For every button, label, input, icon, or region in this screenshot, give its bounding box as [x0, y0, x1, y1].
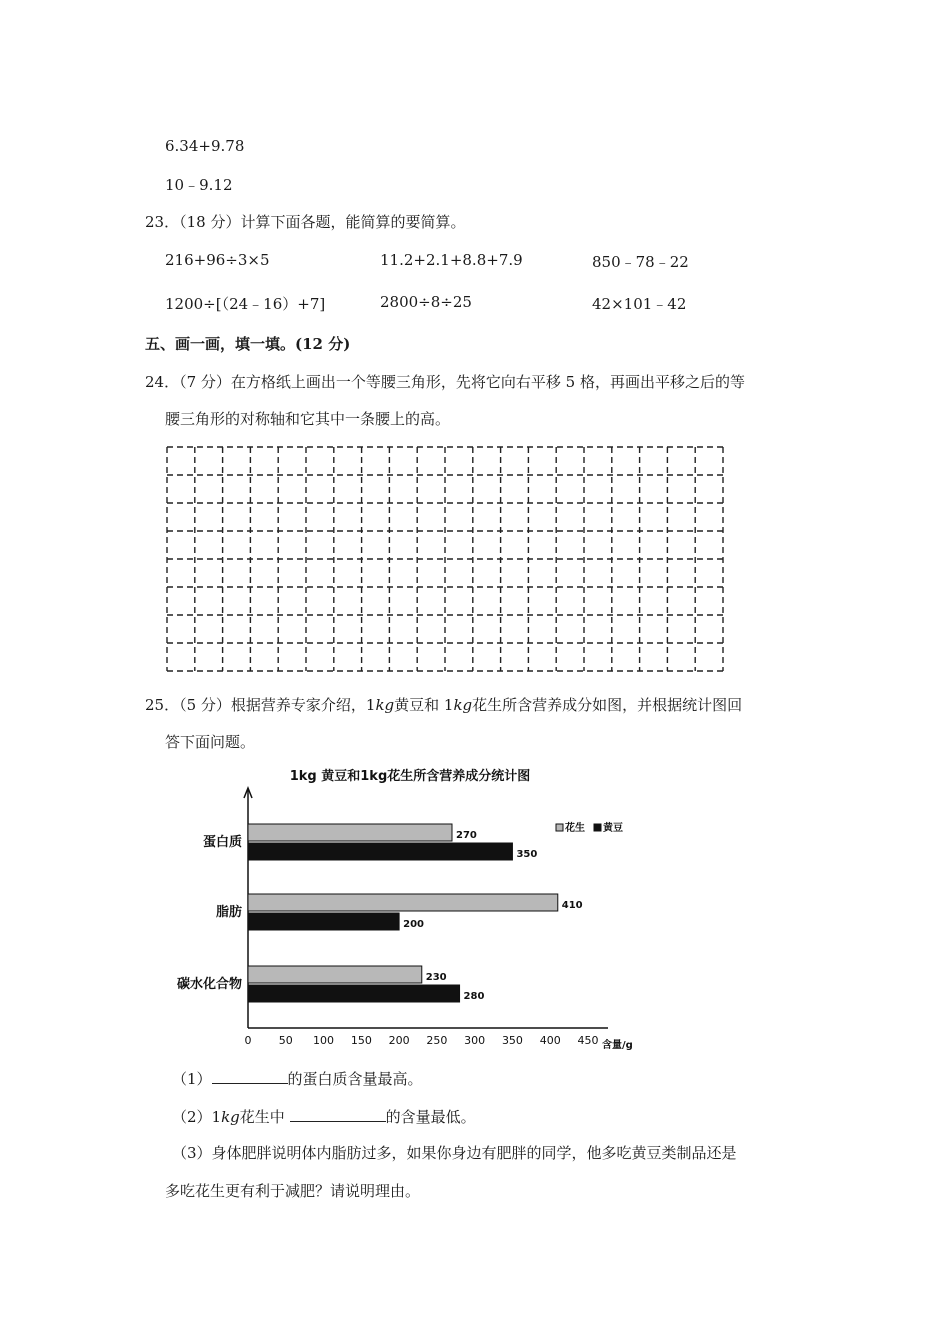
x-tick-label: 300: [464, 1034, 486, 1047]
data-label: 200: [403, 919, 424, 930]
q24-line-1: 24．（7 分）在方格纸上画出一个等腰三角形，先将它向右平移 5 格，再画出平移之后的等: [145, 373, 745, 391]
data-label: 230: [425, 972, 447, 983]
unit-kg: kg: [375, 696, 395, 714]
bar-花生: [248, 966, 422, 983]
q23-item: 11.2+2.1+8.8+7.9: [380, 251, 523, 269]
q25-line-2: 答下面问题。: [165, 733, 256, 751]
nutrition-bar-chart: [160, 760, 660, 1060]
calc-line-2: 10﹣9.12: [165, 176, 233, 194]
q23-item: 42×101﹣42: [592, 295, 687, 313]
answer-blank-2[interactable]: [290, 1107, 386, 1122]
x-tick-label: 350: [501, 1034, 523, 1047]
q23-row-2: [0, 293, 950, 315]
q23-item: 216+96÷3×5: [165, 251, 270, 269]
q24-line-2: 腰三角形的对称轴和它其中一条腰上的高。: [165, 410, 451, 428]
bar-黄豆: [248, 843, 512, 860]
legend-swatch: [556, 824, 563, 831]
legend-swatch: [594, 824, 601, 831]
bar-黄豆: [248, 913, 399, 930]
category-label: 蛋白质: [202, 835, 242, 850]
unit-kg: kg: [453, 696, 473, 714]
legend-label: 黄豆: [603, 823, 623, 834]
category-label: 脂肪: [215, 905, 242, 920]
chart-title: 1kg 黄豆和1kg花生所含营养成分统计图: [289, 769, 531, 784]
q23-item: 850﹣78﹣22: [592, 253, 689, 271]
x-tick-label: 50: [278, 1034, 293, 1047]
legend-label: 花生: [565, 823, 585, 834]
bar-黄豆: [248, 985, 460, 1002]
q25-sub-3-line-1: （3）身体肥胖说明体内脂肪过多，如果你身边有肥胖的同学，他多吃黄豆类制品还是: [172, 1144, 737, 1162]
bar-花生: [248, 824, 452, 841]
data-label: 280: [463, 991, 485, 1002]
q23-title: 23．（18 分）计算下面各题，能简算的要简算。: [145, 213, 466, 231]
x-tick-label: 250: [426, 1034, 448, 1047]
q23-item: 2800÷8÷25: [380, 293, 472, 311]
bar-花生: [248, 894, 558, 911]
category-label: 碳水化合物: [176, 977, 242, 992]
x-tick-label: 400: [539, 1034, 561, 1047]
x-tick-label: 0: [244, 1034, 252, 1047]
calc-line-1: 6.34+9.78: [165, 137, 245, 155]
data-label: 410: [561, 900, 583, 911]
unit-kg: kg: [221, 1108, 240, 1126]
x-tick-label: 150: [350, 1034, 372, 1047]
q23-row-1: [0, 251, 950, 273]
x-tick-label: 200: [388, 1034, 410, 1047]
q25-sub-1: （1） 的蛋白质含量最高。: [172, 1070, 423, 1088]
q25-sub-3-line-2: 多吃花生更有利于减肥？请说明理由。: [165, 1182, 421, 1200]
q25-sub-2: （2）1kg花生中 的含量最低。: [172, 1108, 476, 1126]
answer-blank-1[interactable]: [212, 1069, 288, 1084]
x-axis-label: 含量/g: [602, 1040, 633, 1051]
data-label: 350: [516, 849, 538, 860]
q23-item: 1200÷[（24﹣16）+7]: [165, 295, 326, 313]
data-label: 270: [456, 830, 477, 841]
x-tick-label: 450: [577, 1034, 599, 1047]
q25-line-1: 25．（5 分）根据营养专家介绍，1kg黄豆和 1kg花生所含营养成分如图，并根据统计图回: [145, 696, 743, 714]
x-tick-label: 100: [313, 1034, 335, 1047]
section5-title: 五、画一画，填一填。(12 分): [145, 335, 351, 353]
square-grid-paper[interactable]: [165, 445, 725, 673]
